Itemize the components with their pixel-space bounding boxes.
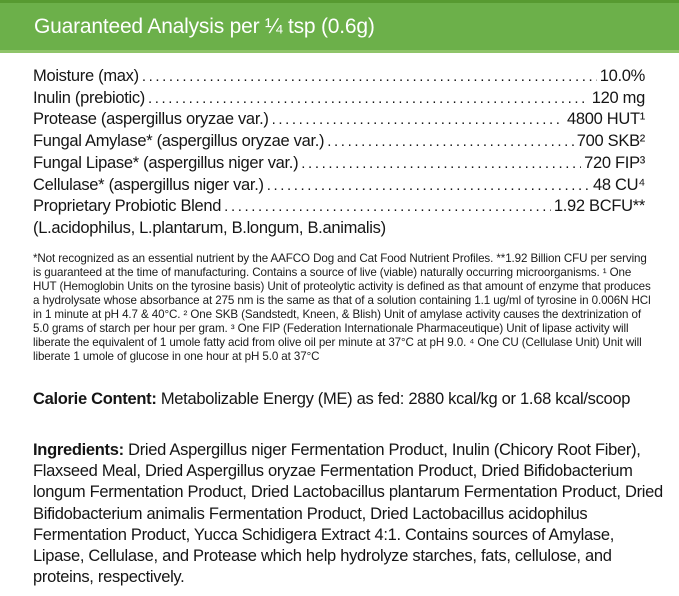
row-label: Inulin (prebiotic) [33, 88, 145, 107]
row-label: Fungal Amylase* (aspergillus oryzae var.) [33, 132, 325, 151]
calorie-content-label: Calorie Content: [33, 389, 157, 408]
row-label: Moisture (max) [33, 67, 139, 85]
table-row-fungal-amylase [33, 131, 645, 153]
probiotic-species-note: (L.acidophilus, L.plantarum, B.longum, B.animalis) [33, 218, 386, 237]
calorie-content-line [33, 389, 659, 410]
leader-dots [272, 109, 564, 131]
row-value: 700 SKB² [576, 132, 645, 151]
row-value: 48 CU⁴ [592, 175, 645, 194]
guaranteed-analysis-header [0, 0, 679, 53]
calorie-content-text: Metabolizable Energy (ME) as fed: 2880 kcal/kg or 1.68 kcal/scoop [160, 389, 631, 408]
page-title: Guaranteed Analysis per ¼ tsp (0.6g) [34, 14, 375, 38]
ingredients-paragraph [33, 440, 663, 589]
row-label: Cellulase* (aspergillus niger var.) [33, 175, 264, 194]
row-value: 4800 HUT¹ [567, 110, 645, 129]
row-value: 720 FIP³ [584, 153, 645, 172]
footnotes-paragraph: *Not recognized as an essential nutrient by the AAFCO Dog and Cat Food Nutrient Profiles. **1.92 Billion CFU per serving is guaranteed at the time of manufacturing. Contains a source of live (viable) naturally occurring microorganisms. ¹ One HUT (Hemoglobin Units on the tyrosine basis) Unit of proteolytic activity is defined as that amount of enzyme that produces a hydrolysate whose absorbance at 275 nm is the same as that of a solution containing 1.1 ug/ml of tyrosine in 0.006N HCl in 1 minute at pH 4.7 & 40°C. ² One SKB (Sandstedt, Kneen, & Blish) Unit of amylase activity causes the dextrinization of 5.0 grams of starch per hour per gram. ³ One FIP (Federation Internationale Pharmaceutique) Unit of lipase activity will liberate the equivalent of 1 umole fatty acid from olive oil per minute at 37°C at pH 9.0. ⁴ One CU (Cellulase Unit) Unit will liberate 1 umole of glucose in one hour at pH 5.0 at 37°C [33, 251, 651, 363]
table-row-inulin [33, 88, 645, 110]
table-row-moisture [33, 66, 645, 88]
leader-dots [148, 88, 589, 110]
row-label: Proprietary Probiotic Blend [33, 197, 222, 216]
leader-dots [267, 175, 590, 197]
table-row-protease [33, 109, 645, 131]
analysis-table [33, 66, 645, 240]
table-row-fungal-lipase [33, 153, 645, 175]
ingredients-text: Dried Aspergillus niger Fermentation Product, Inulin (Chicory Root Fiber), Flaxseed Meal, Dried Aspergillus oryzae Fermentation Product, Dried Bifidobacterium longum Fermentation Product, Dried Lactobacillus plantarum Fermentation Product, Dried Bifidobacterium animalis Fermentation Product, Dried Lactobacillus acidophilus Fermentation Product, Yucca Schidigera Extract 4:1. Contains sources of Amylase, Lipase, Cellulase, and Protease which help hydrolyze starches, fats, cellulose, and proteins, respectively. [33, 440, 663, 587]
ingredients-label: Ingredients: [33, 440, 124, 459]
row-label: Protease (aspergillus oryzae var.) [33, 110, 269, 129]
leader-dots [327, 131, 574, 153]
row-label: Fungal Lipase* (aspergillus niger var.) [33, 153, 299, 172]
leader-dots [224, 196, 551, 218]
table-row-cellulase [33, 175, 645, 197]
row-value: 1.92 BCFU** [553, 197, 645, 216]
table-row-probiotic-blend [33, 196, 645, 218]
leader-dots [301, 153, 581, 175]
leader-dots [142, 66, 597, 88]
row-value: 120 mg [591, 88, 645, 107]
row-value: 10.0% [599, 67, 645, 85]
